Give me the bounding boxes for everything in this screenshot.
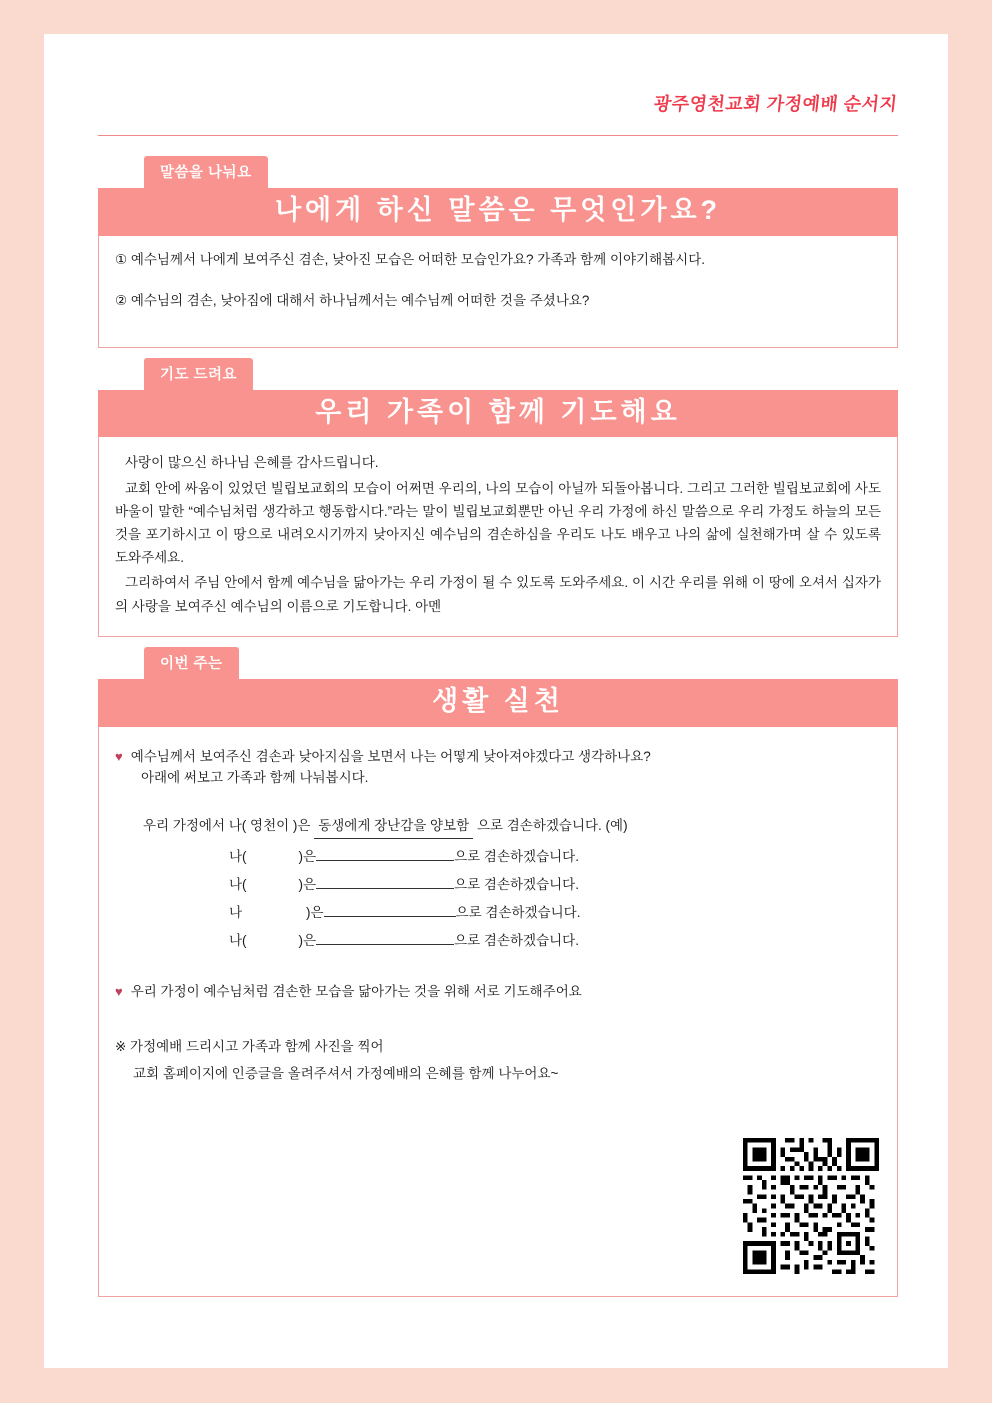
section-prayer [98,358,898,637]
example-filled-value[interactable]: 동생에게 장난감을 양보함 [314,816,473,839]
row-prefix: 나 [229,905,243,921]
row-close: )은 [306,905,324,921]
blank-row [229,931,881,952]
action-input-blank[interactable] [316,847,454,861]
practice-bullet-2 [115,982,881,1003]
page-title: 광주영천교회 가정예배 순서지 [653,94,899,114]
practice-bullet-1-text: 예수님께서 보여주신 겸손과 낮아지심을 보면서 나는 어떻게 낮아져야겠다고 생각하나요? [130,748,651,764]
practice-bullet-1-line2: 아래에 써보고 가족과 함께 나눠봅시다. [141,769,369,785]
note-line: ※ 가정예배 드리시고 가족과 함께 사진을 찍어 [115,1038,384,1054]
prayer-paragraph: 그리하여서 주님 안에서 함께 예수님을 닮아가는 우리 가정이 될 수 있도록 도와주세요. 이 시간 우리를 위해 이 땅에 오셔서 십자가의 사랑을 보여주신 예수님의 이름으로 기도합니다. 아멘 [115,575,881,614]
practice-note [115,1037,881,1091]
row-prefix: 나( [229,877,247,893]
note-lines [115,1037,558,1091]
section-body-3 [98,727,898,1297]
row-suffix: 으로 겸손하겠습니다. [454,849,579,865]
action-input-blank[interactable] [316,931,454,945]
action-input-blank[interactable] [324,903,456,917]
blank-row [229,847,881,868]
example-suffix: 으로 겸손하겠습니다. (예) [476,818,628,834]
heart-icon: ♥ [115,748,123,764]
row-suffix: 으로 겸손하겠습니다. [454,877,579,893]
section-body-1 [98,236,898,348]
header-divider [98,135,898,136]
section-heading-3: 생활 실천 [98,679,898,727]
question-item: ① 예수님께서 나에게 보여주신 겸손, 낮아진 모습은 어떠한 모습인가요? 가족과 함께 이야기해봅시다. [115,251,706,267]
section-tag-3: 이번 주는 [144,647,239,679]
section-heading-1: 나에게 하신 말씀은 무엇인가요? [98,188,898,236]
document-header [98,84,898,146]
row-suffix: 으로 겸손하겠습니다. [455,905,581,921]
page-sheet [44,34,948,1368]
practice-bullet-1 [115,747,881,768]
question-item: ② 예수님의 겸손, 낮아짐에 대해서 하나님께서는 예수님께 어떠한 것을 주셨나요? [115,292,590,308]
prayer-paragraph: 사랑이 많으신 하나님 은혜를 감사드립니다. [125,455,379,471]
heart-icon: ♥ [115,984,123,1000]
row-close: )은 [298,849,317,865]
section-heading-2: 우리 가족이 함께 기도해요 [98,390,898,438]
section-tag-1: 말씀을 나눠요 [144,156,268,188]
section-tag-2: 기도 드려요 [144,358,253,390]
section-practice [98,647,898,1297]
row-close: )은 [298,877,317,893]
qr-code[interactable] [743,1138,879,1274]
practice-bullet-2-text: 우리 가정이 예수님처럼 겸손한 모습을 닮아가는 것을 위해 서로 기도해주어요 [130,984,582,1000]
blank-row [229,903,881,924]
row-close: )은 [298,933,317,949]
section-word-sharing [98,156,898,348]
blank-row [229,875,881,896]
row-suffix: 으로 겸손하겠습니다. [454,933,579,949]
action-input-blank[interactable] [316,875,454,889]
example-prefix: 우리 가정에서 나( 영천이 )은 [143,818,311,834]
row-prefix: 나( [229,933,247,949]
prayer-paragraph: 교회 안에 싸움이 있었던 빌립보교회의 모습이 어쩌면 우리의, 나의 모습이 아닐까 되돌아봅니다. 그리고 그러한 빌립보교회에 사도 바울이 말한 “예수님처럼 생각하고 행동합시다.”라는 말이 빌립보교회뿐만 아닌 우리 가정에 하신 말씀으로 우리 가정도 하늘의 모든 것을 포기하시고 이 땅으로 내려오시기까지 낮아지신 예수님의 겸손하심을 우리도 나도 배우고 나의 삶에 실천해가며 살 수 있도록 도와주세요. [115,480,881,566]
practice-fill-block [143,816,881,952]
row-prefix: 나( [229,849,247,865]
section-body-2 [98,437,898,637]
note-line: 교회 홈페이지에 인증글을 올려주셔서 가정예배의 은혜를 함께 나누어요~ [133,1065,559,1081]
sheet-content [98,84,898,1297]
practice-example-row [143,816,881,839]
practice-blank-rows [229,847,881,952]
